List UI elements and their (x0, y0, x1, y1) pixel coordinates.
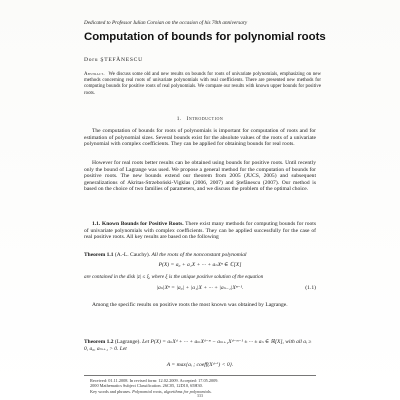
equation-cauchy-polynomial: P(X) = a₀ + a₁X + ··· + aₙXⁿ ∈ ℂ[X] (158, 262, 242, 268)
page-number: 333 (196, 393, 204, 398)
keywords-text: Polynomial roots, algorithms for polynomials. (132, 388, 212, 394)
footnote-msc: 2000 Mathematics Subject Classification. 26C05, 12D10, 65H30. (90, 383, 203, 389)
theorem-2-attribution: (Lagrange). (114, 339, 141, 345)
keywords-label: Key words and phrases. (90, 388, 132, 394)
section-number: 1. (176, 116, 182, 122)
theorem-2-text: Let P(X) = aₙXᵈ + ··· + aₘXᵈ⁻ᵐ − aₘ₊₁Xᵈ⁻ᵐ⁻¹ ± ··· ± aₙ ∈ ℝ[X], with all aᵢ ≥ 0, a₀, aₘ₊₁ > 0. Let (84, 339, 312, 352)
paragraph-4: Among the specific results on positive roots the most known was obtained by Lagrange. (92, 302, 288, 308)
paragraph-2: However for real roots better results can be obtained using bounds for positive roots. Until recently only the bound of Lagrange was used. We propose a general method for the computation of bounds for positive roots. The new bounds extend our theorem from 2005 (JUCS, 2005) and subsequent generalizations of Akritas-Strzeboński-Vigklas (2006, 2007) and Ştefănescu (2007). Our method is based on the choice of two families of parameters, and we discuss the problem of the optimal choice. (84, 160, 316, 192)
cropped-running-header (0, 0, 400, 6)
equation-1-1-body: |aₙ|Xⁿ = |a₀| + |a₁|X + ··· + |aₙ₋₁|Xⁿ⁻¹. (156, 285, 244, 291)
footnote (84, 375, 316, 394)
author-name: Doru ŞTEFĂNESCU (84, 57, 143, 63)
theorem-2-label: Theorem 1.2 (84, 339, 114, 345)
paper-title: Computation of bounds for polynomial roots (84, 31, 326, 43)
dedication: Dedicated to Professor Iulian Coroian on the occasion of his 70th anniversary (84, 20, 248, 26)
subsection-heading: 1.1. Known Bounds for Positive Roots. (92, 221, 184, 227)
section-title: Introduction (186, 116, 224, 122)
equation-lagrange-a: A = max{aᵢ ; coeff(Xᵈ⁻ⁱ) < 0}. (166, 362, 234, 368)
theorem-1 (84, 252, 316, 259)
footnote-received: Received: 01.11.2008. In revised form: 12.02.2009. Accepted: 17.05.2009. (90, 378, 219, 383)
paragraph-3-text: There exist many methods for computing bounds for roots of univariate polynomials with complex coefficients. They can be applied successfully for the case of real positive roots. All key results are based on the following (84, 221, 316, 240)
section-heading (0, 116, 400, 122)
abstract (84, 72, 321, 97)
theorem-1-label: Theorem 1.1 (84, 252, 114, 258)
equation-1-1 (84, 285, 316, 291)
theorem-1-condition: are contained in the disk |z| ≤ ξ, where ξ is the unique positive solution of the equation (84, 274, 264, 280)
paragraph-3 (84, 221, 316, 241)
theorem-1-attribution: (A.-L. Cauchy). (114, 252, 151, 258)
paragraph-1: The computation of bounds for roots of polynomials is important for computation of roots and for estimation of polynomial sizes. Several bounds exist for the absolute values of the roots of a univariate polynomial with complex coefficients. They can be applied for obtaining bounds for real roots. (84, 128, 316, 147)
abstract-label: Abstract. (84, 72, 105, 77)
theorem-1-text: All the roots of the nonconstant polynomial (151, 252, 247, 258)
abstract-text: We discuss some old and new results on bounds for roots of univariate polynomials, emphasizing on new methods concerning real roots of univariate polynomials with real coefficients. There are presented new methods for computing bounds for positive roots of real polynomials. We compare our results with known upper bounds for positive roots. (84, 72, 321, 96)
theorem-2 (84, 339, 316, 352)
equation-1-1-number: (1.1) (305, 285, 316, 291)
